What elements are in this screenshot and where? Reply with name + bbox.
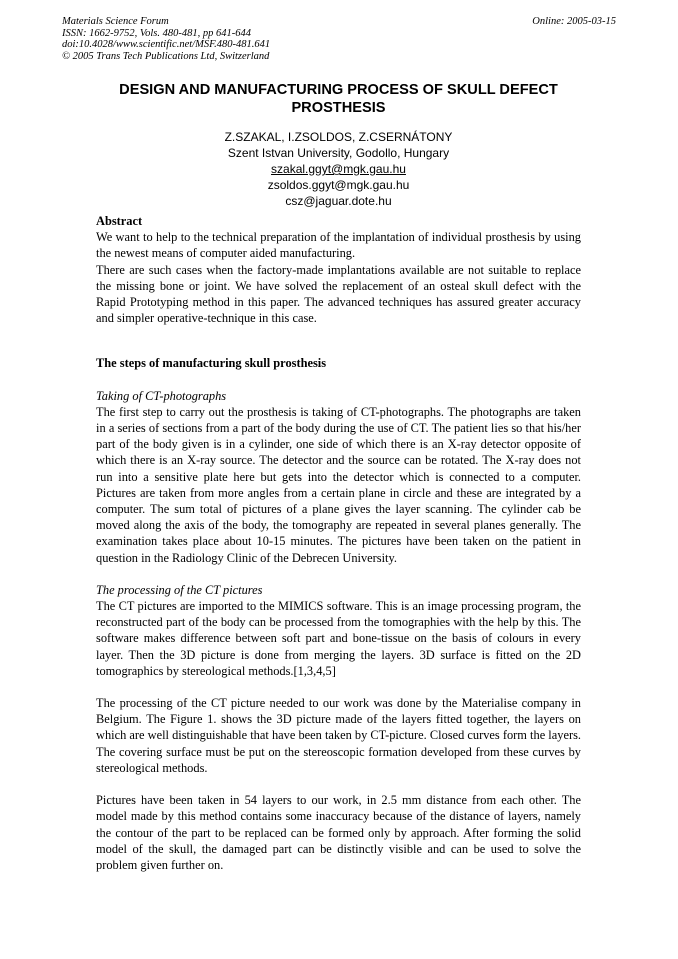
copyright-line: © 2005 Trans Tech Publications Ltd, Switzerland (62, 50, 270, 62)
online-date: Online: 2005-03-15 (532, 16, 616, 27)
issn-line: ISSN: 1662-9752, Vols. 480-481, pp 641-644 (62, 27, 251, 39)
body-paragraph: The first step to carry out the prosthesis is taking of CT-photographs. The photographs are taken in a series of sections from a part of the body during the use of CT. The patient lies so that his/her part of the body given is in a cylinder, one side of which there is an X-ray detector opposite of which there is an X-ray source. The detector and the source can be rotated. The X-ray does not run into a sensitive plate here but gets into the detector which is connected to a computer. Pictures are taken from more angles from a certain plane in circle and these are integrated by a computer. The sum total of pictures of a plane gives the layer scanning. The cylinder cab be moved along the axis of the body, the tomography are repeated in several planes generally. The examination takes place about 10-15 minutes. The pictures have been taken on the patient in question in the Radiology Clinic of the Debrecen University. (96, 404, 581, 565)
abstract-paragraph: There are such cases when the factory-made implantations available are not suitable to replace the missing bone or joint. We have solved the replacement of an osteal skull defect with the Rapid Prototyping method in this paper. The advanced techniques has assured greater accuracy and simpler operative-technique in this case. (96, 262, 581, 326)
body-paragraph: Pictures have been taken in 54 layers to our work, in 2.5 mm distance from each other. The model made by this method contains some inaccuracy because of the distance of layers, namely the contour of the part to be replaced can be formed only by approach. After forming the solid model of the skull, the damaged part can be distinctly visible and can be used to solve the problem given further on. (96, 793, 581, 872)
abstract-paragraph: We want to help to the technical preparation of the implantation of individual prosthesis by using the newest means of computer aided manufacturing. (96, 230, 581, 261)
subsection-heading: Taking of CT-photographs (96, 388, 227, 403)
subsection-heading: The processing of the CT pictures (96, 582, 263, 597)
paper-title: DESIGN AND MANUFACTURING PROCESS OF SKULL DEFECT PROSTHESIS (119, 82, 558, 116)
doi-line: doi:10.4028/www.scientific.net/MSF.480-481.641 (62, 39, 271, 51)
body-paragraph: The CT pictures are imported to the MIMICS software. This is an image processing program, the reconstructed part of the body can be processed from the tomographies with the help by this. The software makes difference between soft part and bone-tissue on the basis of colours in every layer. Then the 3D picture is done from merging the layers. 3D surface is fitted on the 2D tomographics by stereological methods.[1,3,4,5] (96, 599, 581, 678)
author-names: Z.SZAKAL, I.ZSOLDOS, Z.CSERNÁTONY (224, 130, 453, 144)
email-text: csz@jaguar.dote.hu (285, 194, 392, 208)
paper-body (96, 213, 581, 873)
author-block (96, 129, 581, 209)
section-heading: The steps of manufacturing skull prosthesis (96, 356, 327, 371)
email-link[interactable]: szakal.ggyt@mgk.gau.hu (271, 162, 406, 176)
email-text: zsoldos.ggyt@mgk.gau.hu (267, 178, 410, 192)
journal-header (62, 16, 616, 62)
abstract-heading: Abstract (96, 214, 143, 228)
journal-name: Materials Science Forum (62, 16, 169, 27)
body-paragraph: The processing of the CT picture needed to our work was done by the Materialise company in Belgium. The Figure 1. shows the 3D picture made of the layers fitted together, the layers on which are well distinguishable that have been taken by CT-picture. Closed curves form the layers. The covering surface must be put on the stereoscopic formation developed from these curves by stereological methods. (96, 696, 581, 775)
affiliation: Szent Istvan University, Godollo, Hungary (227, 146, 450, 160)
